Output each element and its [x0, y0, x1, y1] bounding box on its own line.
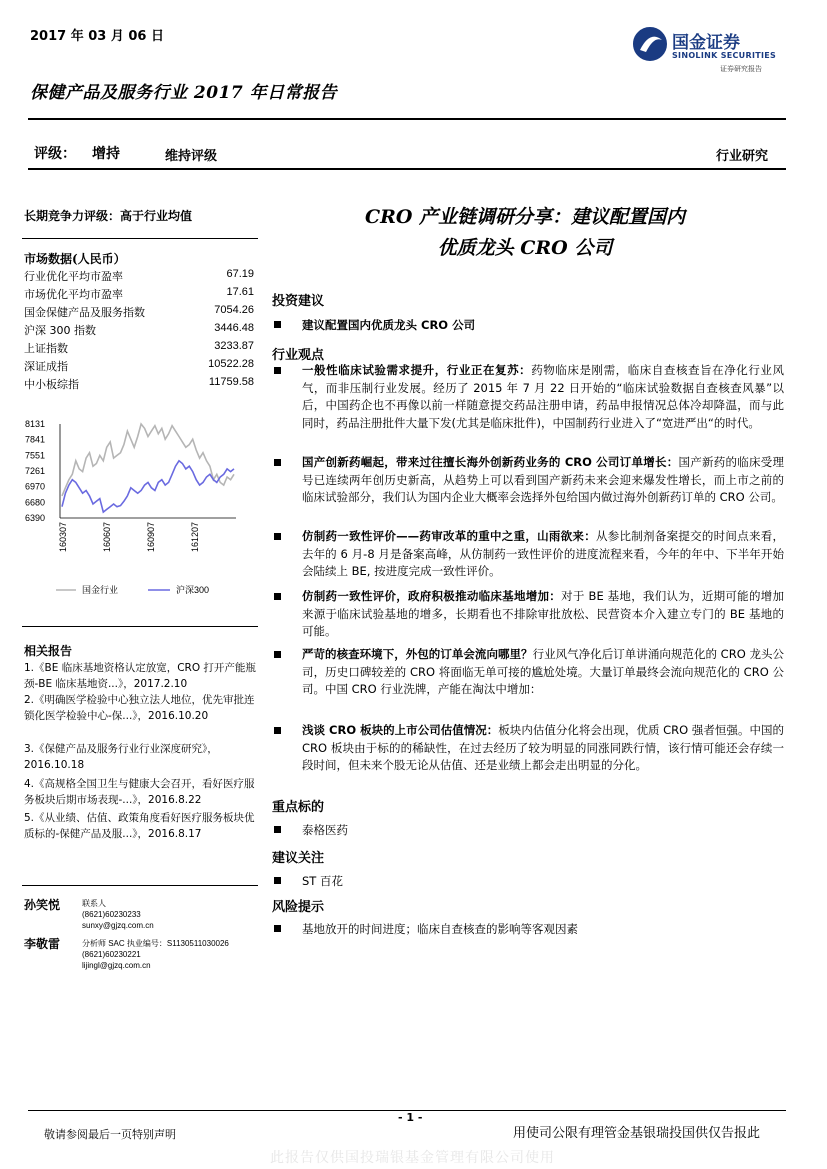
logo-text-cn: 国金证券	[672, 33, 740, 53]
footer-disclaimer[interactable]: 敬请参阅最后一页特别声明	[44, 1128, 176, 1141]
footer-usage-note: 用使司公限有理管金基银瑞投国供仅告报此	[513, 1126, 761, 1141]
logo-text-en: SINOLINK SECURITIES	[672, 51, 777, 60]
related-report-item[interactable]: 5.《从业绩、估值、政策角度看好医疗服务板块优质标的-保健产品及服...》，2016.8.17	[24, 812, 255, 840]
view-paragraph: 仿制药一致性评价，政府积极推动临床基地增加：对于 BE 基地，我们认为，近期可能的增加来源于临床试验基地的增多，长期看也不排除审批放松、民营资本介入建立专门的 BE 基地的可能。	[302, 589, 785, 638]
main-title-line2: 优质龙头 CRO 公司	[437, 237, 613, 259]
analyst-contact: 联系人 (8621)60230233 sunxy@gjzq.com.cn	[82, 899, 154, 930]
index-comparison-chart	[20, 410, 260, 610]
x-tick-label: 160607	[102, 522, 112, 553]
related-report-item[interactable]: 1.《BE 临床基地资格认定放宽，CRO 打开产能瓶颈-BE 临床基地资...》，2017.2.10	[24, 662, 256, 690]
bullet-icon	[274, 367, 281, 374]
x-tick-label: 161207	[190, 522, 200, 553]
view-paragraph: 浅谈 CRO 板块的上市公司估值情况：板块内估值分化将会出现，优质 CRO 强者恒强。中国的 CRO 板块由于标的的稀缺性，在过去经历了较为明显的同涨同跌行情，该行情可能还会存续一段时间，但未来个股无论从估值、还是业绩上都会走出明显的分化。	[302, 723, 784, 772]
bullet-icon	[274, 593, 281, 600]
section-invest-advice: 投资建议	[272, 294, 325, 309]
market-row: 市场优化平均市盈率 17.61	[24, 286, 254, 301]
y-tick-label: 7261	[25, 466, 46, 476]
left-divider-1	[22, 238, 258, 239]
left-divider-2	[22, 626, 258, 627]
bullet-icon	[274, 321, 281, 328]
y-tick-label: 7551	[25, 450, 46, 461]
bullet-icon	[274, 533, 281, 540]
rating-divider	[28, 168, 786, 170]
market-row: 行业优化平均市盈率 67.19	[24, 268, 254, 283]
view-paragraph: 国产创新药崛起，带来过往擅长海外创新药业务的 CRO 公司订单增长：国产新药的临床受理号已连续两年创历史新高，从趋势上可以看到国产新药未来会迎来爆发性增长，而上市之前的临床试验部分，我们认为国内企业大概率会选择外包给国内做过海外创新药订单的 CRO 公司。	[302, 455, 785, 504]
logo-subtitle: 证券研究报告	[720, 65, 762, 73]
y-tick-label: 6680	[25, 497, 46, 508]
legend-label: 沪深300	[176, 585, 210, 595]
report-series-title: 保健产品及服务行业 2017 年日常报告	[30, 83, 338, 103]
legend-label: 国金行业	[82, 585, 119, 595]
x-tick-label: 160907	[146, 522, 156, 553]
market-row: 国金保健产品及服务指数 7054.26	[24, 304, 254, 319]
rating-value: 增持	[92, 146, 120, 162]
bullet-icon	[274, 925, 281, 932]
risk-item: 基地放开的时间进度；临床自查核查的影响等客观因素	[302, 922, 578, 936]
view-paragraph: 一般性临床试验需求提升，行业正在复苏：药物临床是刚需，临床自查核查旨在净化行业风气，而非压制行业发展。经历了 2015 年 7 月 22 日开始的“临床试验数据自查核查风暴”以后，中国药企也不再像以前一样随意提交药品注册申请，药品申报情况总体冷却降温，而与此同时，药品注册批件大量下发(尤其是临床批件)，中国制药行业进入了“宽进严出“的时代。	[302, 363, 784, 430]
market-data-title: 市场数据(人民币）	[24, 252, 126, 266]
main-title-line1: CRO 产业链调研分享：建议配置国内	[364, 206, 686, 228]
key-target-item: 泰格医药	[302, 823, 348, 837]
report-category: 行业研究	[716, 149, 769, 164]
left-divider-3	[22, 885, 258, 886]
x-tick-label: 160307	[58, 522, 68, 553]
market-row: 深证成指 10522.28	[24, 358, 254, 373]
section-risk: 风险提示	[272, 900, 325, 915]
analyst-name: 孙笑悦	[24, 898, 61, 912]
rating-label: 评级：	[34, 146, 76, 162]
watch-item: ST 百花	[302, 874, 343, 888]
watermark: 此报告仅供国投瑞银基金管理有限公司使用	[270, 1150, 555, 1166]
header-divider	[28, 118, 786, 120]
section-industry-view: 行业观点	[272, 348, 325, 363]
y-tick-label: 6390	[25, 513, 46, 523]
y-tick-label: 8131	[25, 419, 46, 429]
market-row: 沪深 300 指数 3446.48	[24, 322, 254, 337]
page-number: - 1 -	[398, 1111, 423, 1124]
invest-advice-item: 建议配置国内优质龙头 CRO 公司	[302, 318, 476, 332]
related-report-item[interactable]: 4.《高规格全国卫生与健康大会召开，看好医疗服务板块后期市场表现-...》，2016.8.22	[24, 778, 255, 806]
market-row: 上证指数 3233.87	[24, 340, 254, 355]
analyst-contact: 分析师 SAC 执业编号：S1130511030026 (8621)60230221 lijingl@gjzq.com.cn	[82, 939, 229, 970]
bullet-icon	[274, 826, 281, 833]
related-report-item[interactable]: 3.《保健产品及服务行业行业深度研究》，2016.10.18	[24, 743, 218, 771]
view-paragraph: 严苛的核查环境下，外包的订单会流向哪里？行业风气净化后订单讲涌向规范化的 CRO 龙头公司，历史口碑较差的 CRO 将面临无单可接的尴尬处境。大量订单最终会流向规范化的 CRO 公司。中国 CRO 行业洗牌，产能在淘汰中增加：	[302, 647, 784, 696]
section-key-targets: 重点标的	[272, 800, 325, 815]
related-reports-title: 相关报告	[24, 644, 73, 658]
y-tick-label: 7841	[25, 434, 46, 445]
bullet-icon	[274, 651, 281, 658]
series-line-1	[62, 461, 234, 512]
related-report-item[interactable]: 2.《明确医学检验中心独立法人地位，优先审批连锁化医学检验中心-保...》，2016.10.20	[24, 694, 255, 722]
analyst-name: 李敬雷	[24, 937, 61, 951]
series-line-0	[62, 424, 234, 496]
section-watch: 建议关注	[272, 851, 325, 866]
bullet-icon	[274, 459, 281, 466]
report-date: 2017 年 03 月 06 日	[30, 29, 164, 44]
bullet-icon	[274, 877, 281, 884]
rating-maintain: 维持评级	[165, 149, 218, 164]
long-term-competitiveness: 长期竞争力评级：高于行业均值	[24, 209, 193, 223]
view-paragraph: 仿制药一致性评价——药审改革的重中之重，山雨欲来：从参比制剂备案提交的时间点来看，去年的 6 月-8 月是备案高峰，从仿制药一致性评价的进度流程来看，今年的年中、下半年开始会陆续上 BE, 按进度完成一致性评价。	[302, 529, 785, 578]
market-row: 中小板综指 11759.58	[24, 376, 254, 391]
bullet-icon	[274, 727, 281, 734]
y-tick-label: 6970	[25, 481, 46, 492]
